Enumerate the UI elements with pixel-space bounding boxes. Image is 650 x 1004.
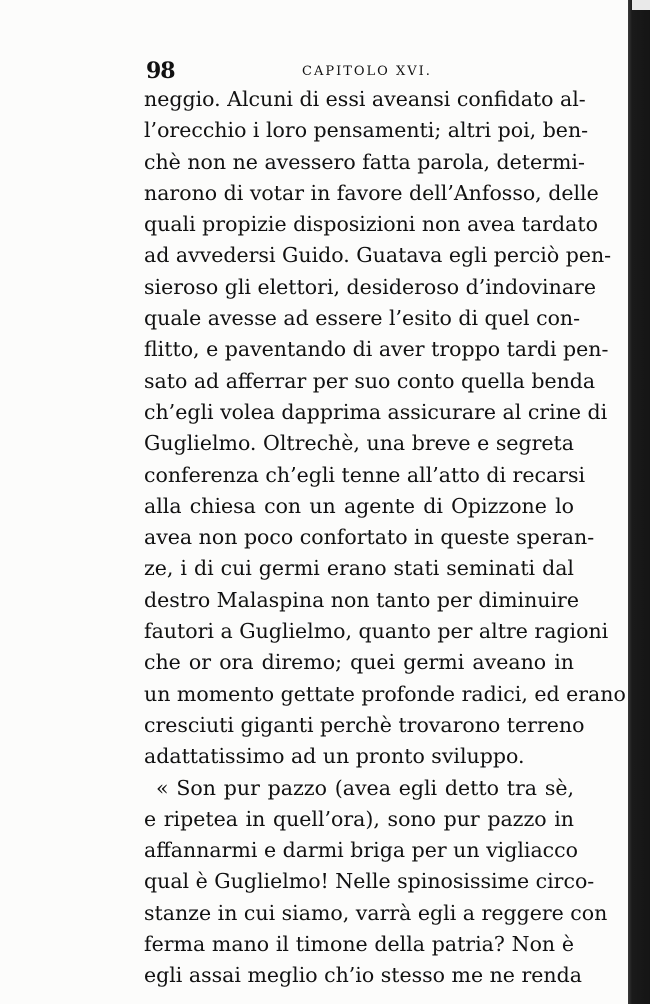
text-line: fautori a Guglielmo, quanto per altre ragioni (144, 619, 609, 644)
text-line: quali propizie disposizioni non avea tardato (144, 212, 598, 237)
text-line: ch’egli volea dapprima assicurare al crine di (144, 399, 608, 424)
text-line: e ripetea in quell’ora), sono pur pazzo in (144, 806, 574, 831)
text-line: quale avesse ad essere l’esito di quel con- (144, 306, 581, 331)
text-line: flitto, e paventando di aver troppo tardi pen- (144, 337, 609, 362)
text-line: affannarmi e darmi briga per un vigliacco (144, 838, 578, 863)
body-text (144, 84, 626, 992)
text-line: egli assai meglio ch’io stesso me ne renda (144, 963, 582, 988)
text-line: ad avvedersi Guido. Guatava egli perciò pen- (144, 243, 612, 268)
text-line: che or ora diremo; quei germi aveano in (144, 650, 574, 675)
text-line: avea non poco confortato in queste speran- (144, 525, 595, 550)
text-line: sato ad afferrar per suo conto quella benda (144, 368, 596, 393)
text-line: conferenza ch’egli tenne all’atto di recarsi (144, 462, 586, 487)
text-line: narono di votar in favore dell’Anfosso, delle (144, 180, 599, 205)
text-line: destro Malaspina non tanto per diminuire (144, 587, 579, 612)
text-line: adattatissimo ad un pronto sviluppo. (144, 744, 525, 769)
text-line: alla chiesa con un agente di Opizzone lo (144, 493, 574, 518)
text-line: l’orecchio i loro pensamenti; altri poi, ben- (144, 118, 589, 143)
text-line: cresciuti giganti perchè trovarono terreno (144, 712, 585, 737)
text-line: Guglielmo. Oltrechè, una breve e segreta (144, 431, 574, 456)
text-line: chè non ne avessero fatta parola, determi- (144, 149, 585, 174)
text-line: neggio. Alcuni di essi aveansi confidato al- (144, 87, 586, 111)
text-line: sieroso gli elettori, desideroso d’indovinare (144, 274, 596, 299)
text-line: qual è Guglielmo! Nelle spinosissime circo- (144, 869, 595, 894)
text-line: ferma mano il timone della patria? Non è (144, 932, 574, 957)
text-line: ze, i di cui germi erano stati seminati dal (144, 556, 574, 581)
page-edge-shadow (628, 0, 650, 1004)
text-line: un momento gettate profonde radici, ed erano (144, 681, 626, 706)
page-number: 98 (146, 58, 175, 84)
page-edge-notch (632, 0, 650, 10)
text-line: « Son pur pazzo (avea egli detto tra sè, (156, 775, 574, 800)
running-head: CAPITOLO XVI. (302, 64, 432, 79)
text-line: stanze in cui siamo, varrà egli a reggere con (144, 900, 608, 925)
